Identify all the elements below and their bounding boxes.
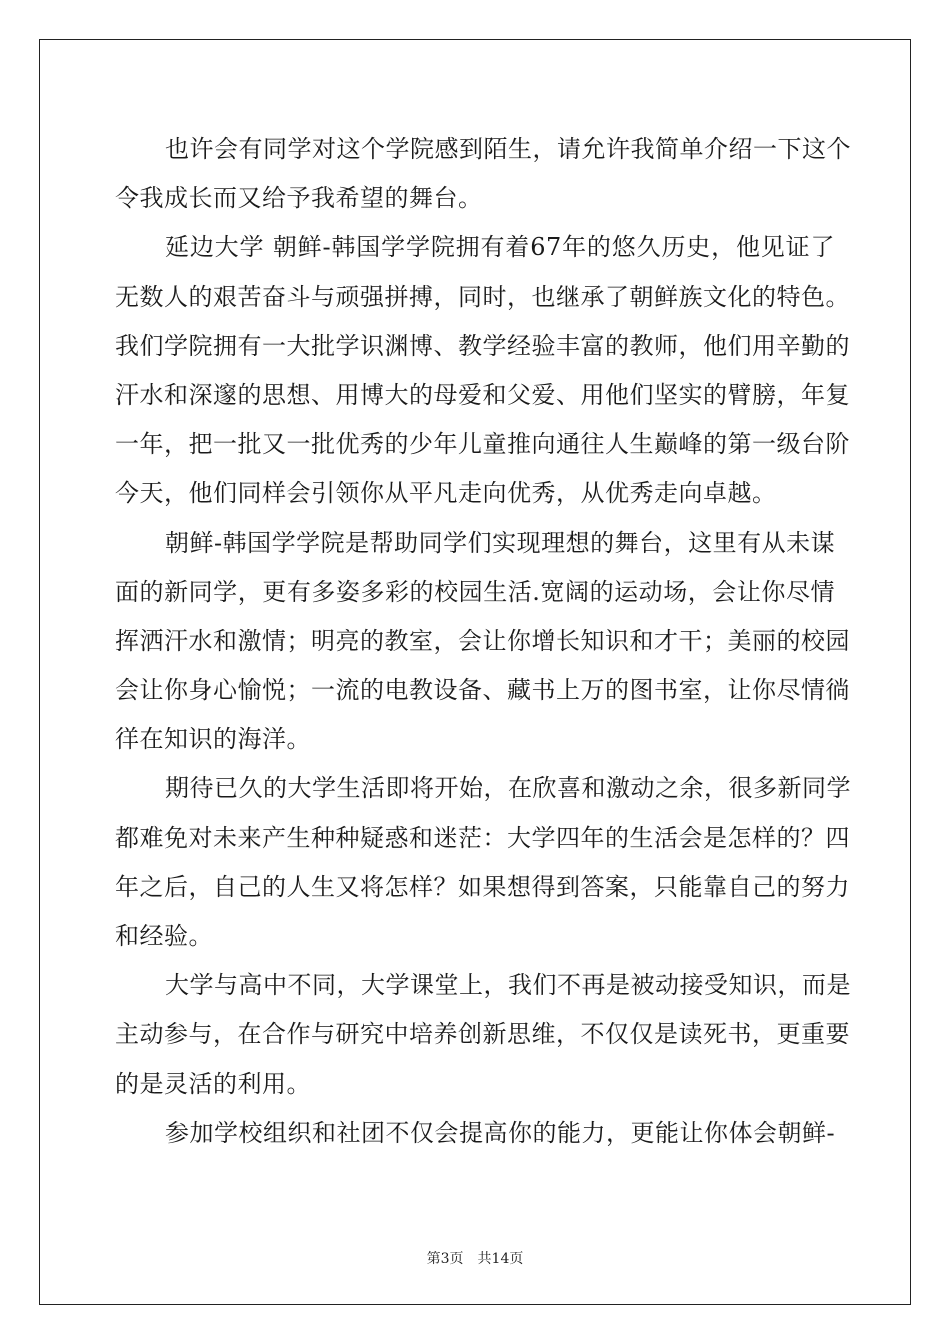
text-line: 年之后，自己的人生又将怎样？如果想得到答案，只能靠自己的努力 — [115, 872, 850, 901]
text-line: 大学与高中不同，大学课堂上，我们不再是被动接受知识，而是 — [165, 971, 851, 1000]
text-line: 汗水和深邃的思想、用博大的母爱和父爱、用他们坚实的臂膀，年复 — [115, 380, 850, 409]
text-line: 主动参与，在合作与研究中培养创新思维，不仅仅是读死书，更重要 — [115, 1020, 850, 1049]
text-line: 都难免对未来产生种种疑惑和迷茫：大学四年的生活会是怎样的？四 — [115, 823, 850, 852]
text-line: 挥洒汗水和激情；明亮的教室，会让你增长知识和才干；美丽的校园 — [115, 626, 850, 655]
text-line: 徉在知识的海洋。 — [115, 725, 311, 754]
text-line: 我们学院拥有一大批学识渊博、教学经验丰富的教师，他们用辛勤的 — [115, 331, 850, 360]
text-line: 一年，把一批又一批优秀的少年儿童推向通往人生巅峰的第一级台阶 — [115, 430, 850, 459]
text-line: 面的新同学，更有多姿多彩的校园生活.宽阔的运动场，会让你尽情 — [115, 577, 835, 606]
text-line: 今天，他们同样会引领你从平凡走向优秀，从优秀走向卓越。 — [115, 479, 777, 508]
text-line: 的是灵活的利用。 — [115, 1069, 311, 1098]
text-line: 和经验。 — [115, 922, 213, 950]
text-line: 朝鲜-韩国学学院是帮助同学们实现理想的舞台，这里有从未谋 — [165, 528, 836, 557]
page-total: 共14页 — [477, 1251, 524, 1267]
text-line: 延边大学 朝鲜-韩国学学院拥有着67年的悠久历史，他见证了 — [165, 233, 835, 262]
text-line: 令我成长而又给予我希望的舞台。 — [115, 184, 483, 213]
text-line: 参加学校组织和社团不仅会提高你的能力，更能让你体会朝鲜- — [165, 1118, 836, 1147]
document-body — [115, 125, 851, 1158]
text-line: 会让你身心愉悦；一流的电教设备、藏书上万的图书室，让你尽情徜 — [115, 676, 850, 705]
page-footer — [0, 1248, 950, 1268]
text-line: 无数人的艰苦奋斗与顽强拼搏，同时，也继承了朝鲜族文化的特色。 — [115, 282, 850, 311]
text-line: 也许会有同学对这个学院感到陌生，请允许我简单介绍一下这个 — [165, 135, 851, 163]
text-line: 期待已久的大学生活即将开始，在欣喜和激动之余，很多新同学 — [165, 774, 851, 803]
page-number: 第3页 — [426, 1251, 464, 1267]
